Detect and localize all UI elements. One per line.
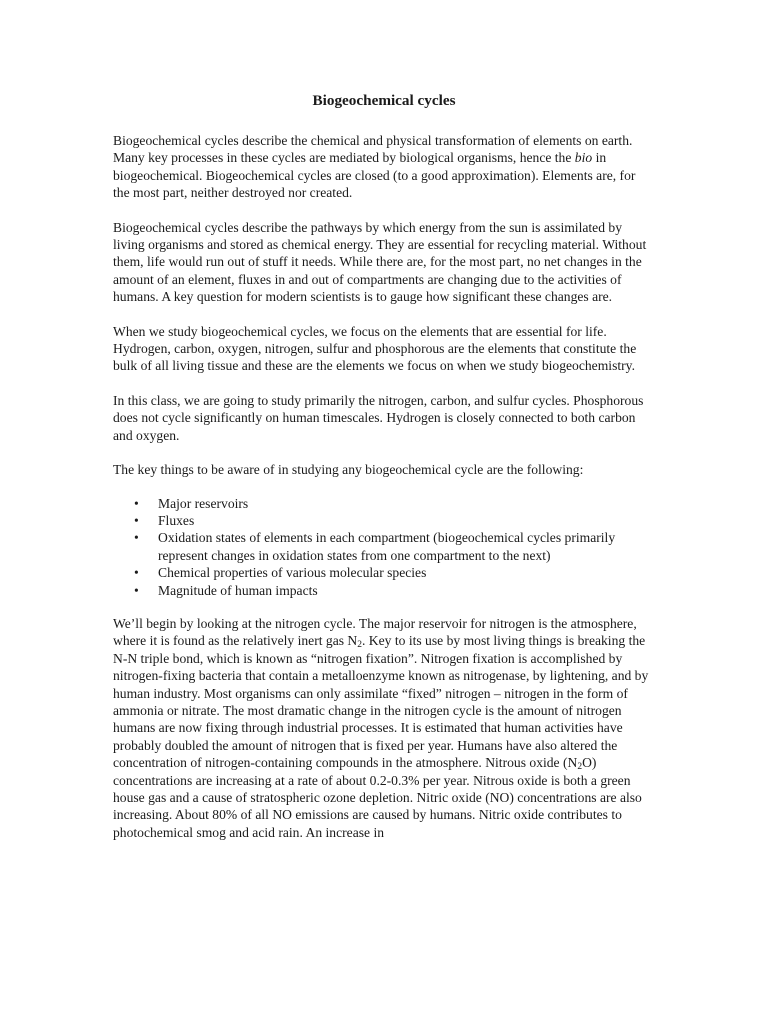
paragraph-nitrogen-cycle — [113, 615, 655, 841]
key-things-list — [113, 495, 655, 599]
paragraph-nitrogen-text-b: . Key to its use by most living things is breaking the N-N triple bond, which is known as “nitrogen fixation”. Nitrogen fixation is accomplished by nitrogen-fixing bacteria that contain a metalloenzyme known as nitrogenase, by lightening, and by human industry. Most organisms can only assimilate “fixed” nitrogen – nitrogen in the form of ammonia or nitrate. The most dramatic change in the nitrogen cycle is the amount of nitrogen humans are now fixing through industrial processes. It is estimated that human activities have probably doubled the amount of nitrogen that is fixed per year. Humans have also altered the concentration of nitrogen-containing compounds in the atmosphere. Nitrous oxide (N — [113, 633, 649, 771]
list-item: • Fluxes — [113, 512, 655, 529]
paragraph-nitrogen-text-c: O) concentrations are increasing at a rate of about 0.2-0.3% per year. Nitrous oxide is both a green house gas and a cause of stratospheric ozone depletion. Nitric oxide (NO) concentrations are also increasing. About 80% of all NO emissions are caused by humans. Nitric oxide contributes to photochemical smog and acid rain. An increase in — [113, 755, 642, 840]
paragraph-class-scope: In this class, we are going to study primarily the nitrogen, carbon, and sulfur cycles. Phosphorous does not cycle significantly on human timescales. Hydrogen is closely connected to both carbon and oxygen. — [113, 392, 644, 443]
document-body — [113, 91, 655, 858]
paragraph-key-things: The key things to be aware of in studying any biogeochemical cycle are the following: — [113, 462, 584, 478]
paragraph-intro-text-a: Biogeochemical cycles describe the chemical and physical transformation of elements on earth. Many key processes in these cycles are mediated by biological organisms, hence the — [113, 133, 633, 166]
list-item: • Major reservoirs — [113, 495, 655, 512]
document-title: Biogeochemical cycles — [312, 92, 456, 109]
paragraph-nitrogen-text-a: We’ll begin by looking at the nitrogen cycle. The major reservoir for nitrogen is the atmosphere, where it is found as the relatively inert gas N — [113, 615, 637, 649]
list-item: • Oxidation states of elements in each compartment (biogeochemical cycles primarily represent changes in oxidation states from one compartment to the next) — [113, 529, 655, 564]
subscript-n2o: 2 — [577, 762, 583, 773]
paragraph-energy: Biogeochemical cycles describe the pathways by which energy from the sun is assimilated by living organisms and stored as chemical energy. They are essential for recycling material. Without them, life would run out of stuff it needs. While there are, for the most part, no net changes in the amount of an element, fluxes in and out of compartments are changing due to the activities of humans. A key question for modern scientists is to gauge how significant these changes are. — [113, 219, 647, 305]
list-item: • Magnitude of human impacts — [113, 582, 655, 599]
subscript-n2: 2 — [357, 640, 362, 651]
paragraph-intro — [113, 132, 655, 202]
list-item: • Chemical properties of various molecular species — [113, 564, 655, 581]
emphasis-bio: bio — [574, 150, 593, 166]
paragraph-intro-text-b: in biogeochemical. Biogeochemical cycles are closed (to a good approximation). Elements are, for the most part, neither destroyed nor created. — [113, 150, 636, 201]
paragraph-elements: When we study biogeochemical cycles, we focus on the elements that are essential for life. Hydrogen, carbon, oxygen, nitrogen, sulfur and phosphorous are the elements that constitute the bulk of all living tissue and these are the elements we focus on when we study biogeochemistry. — [113, 323, 637, 374]
